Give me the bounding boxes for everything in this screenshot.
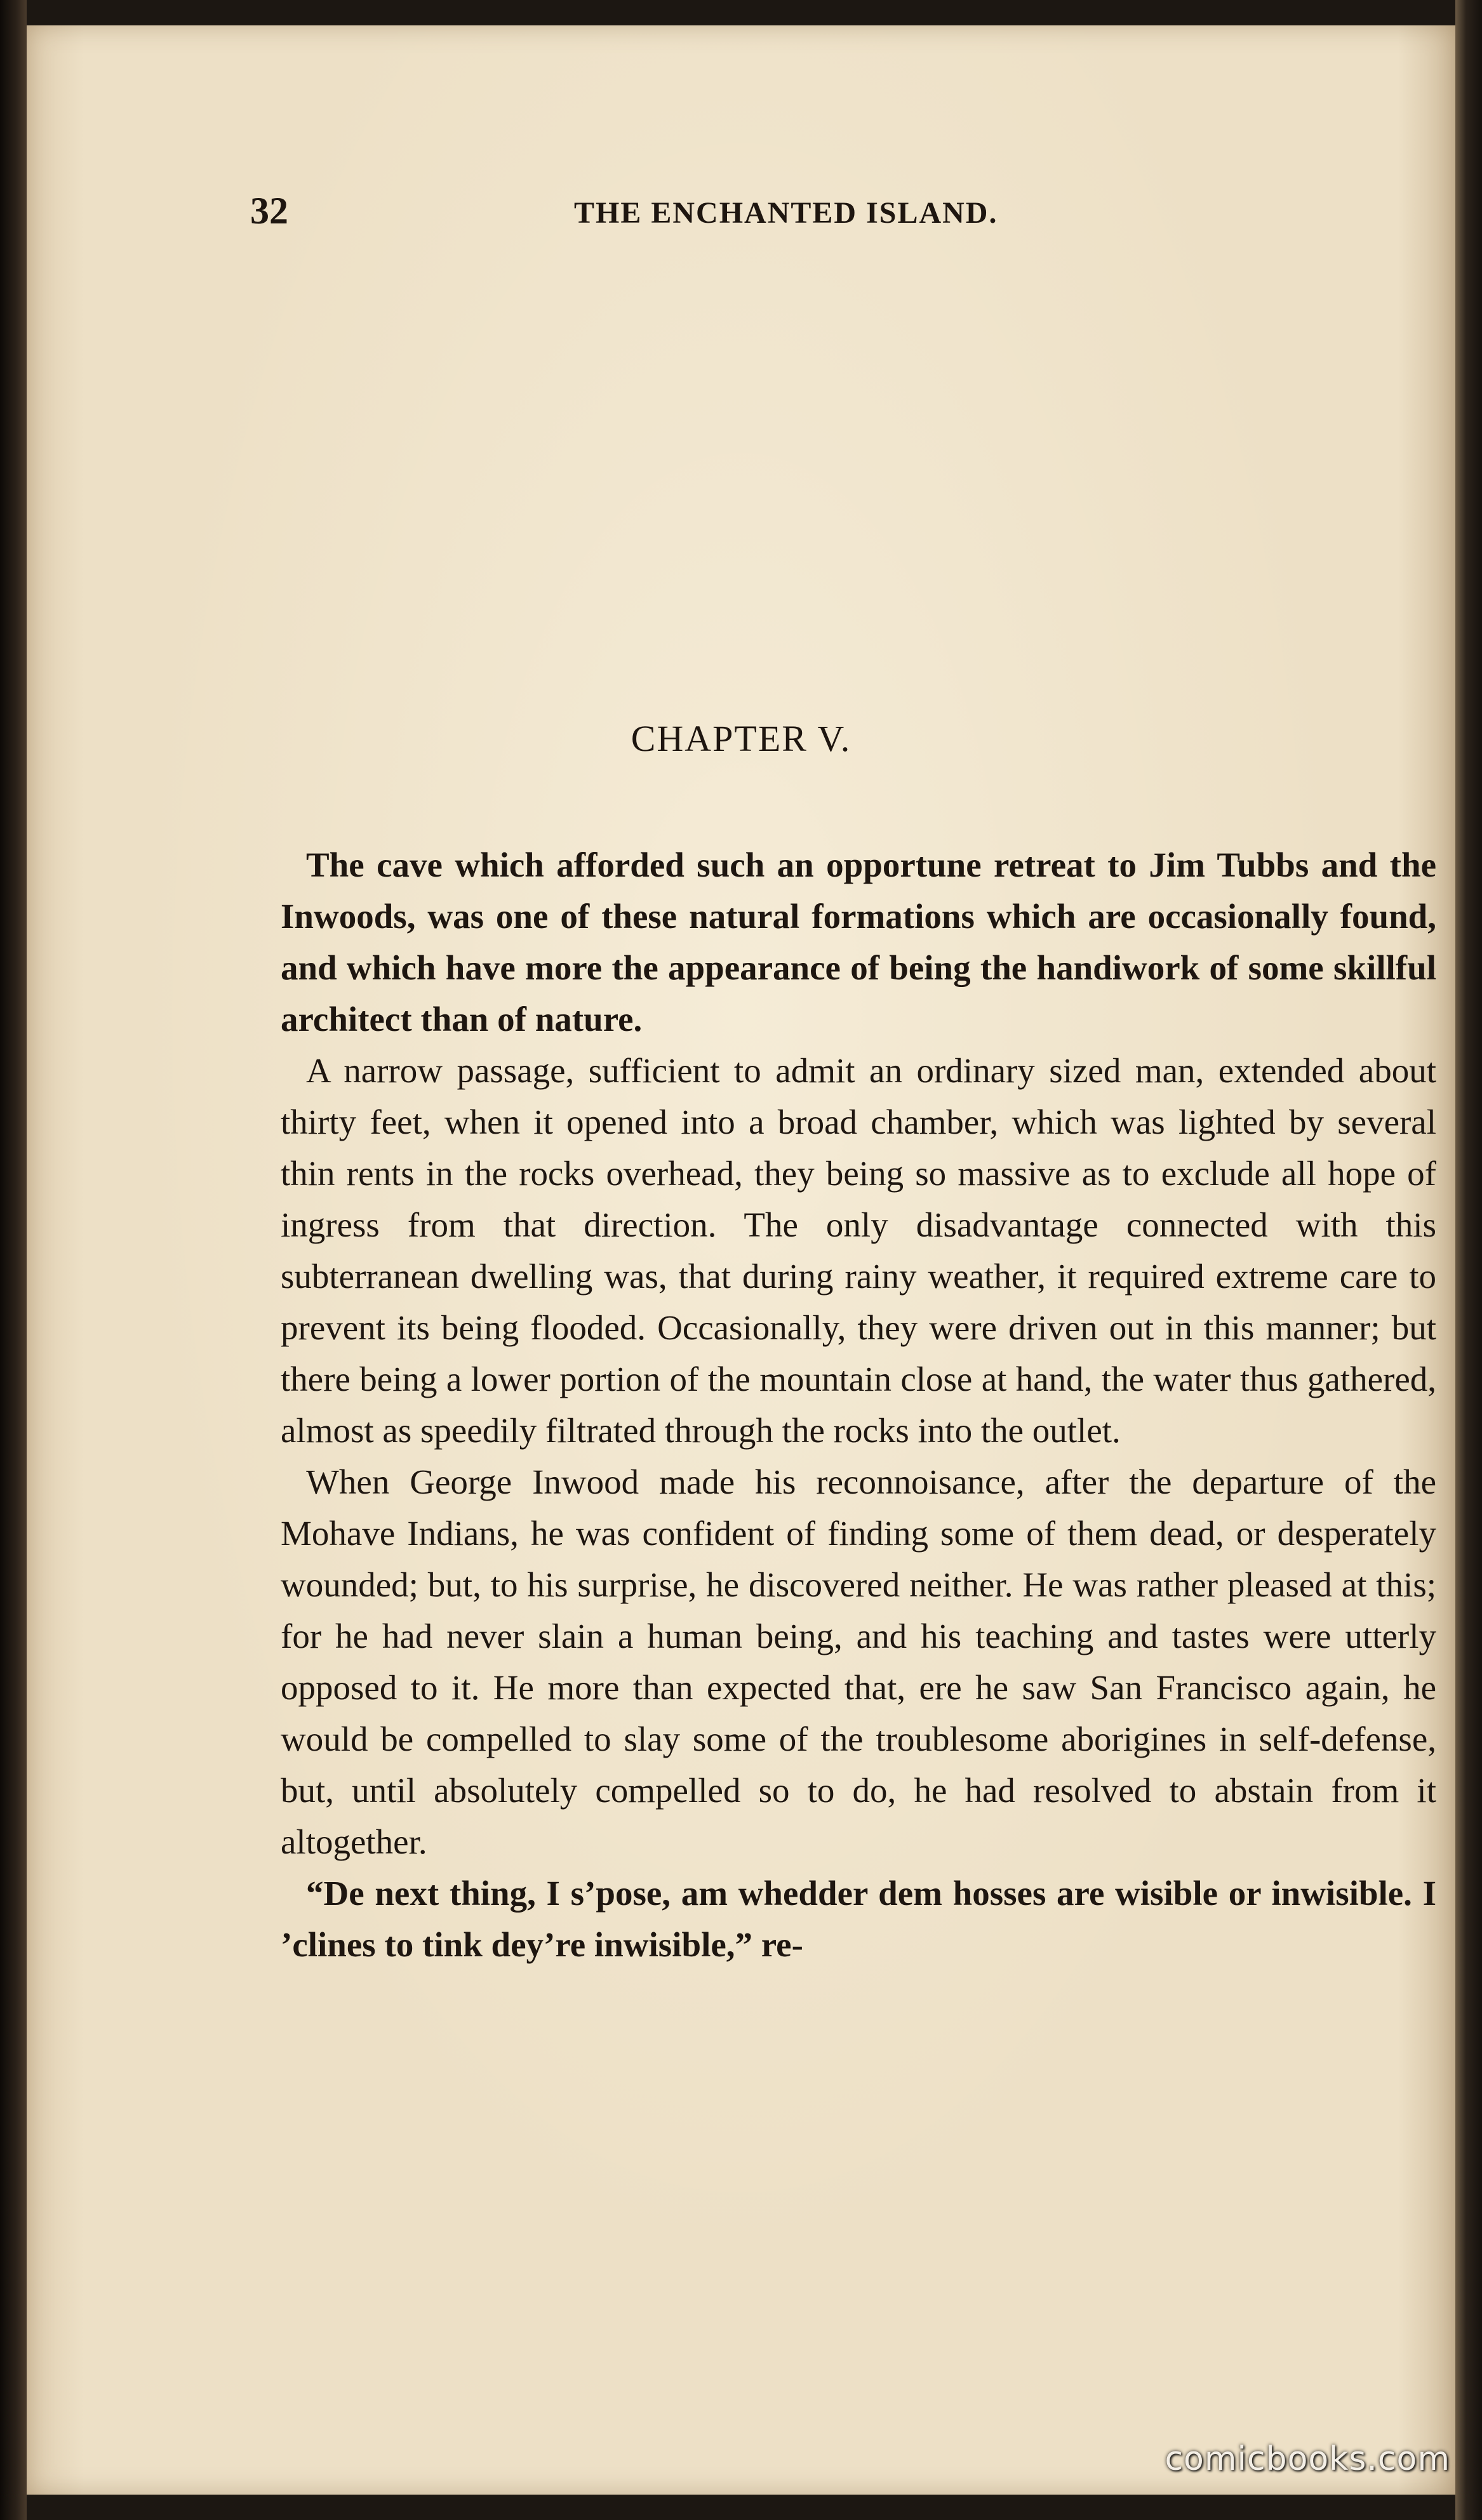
chapter-title: CHAPTER V. [631, 718, 851, 759]
paragraph-1: The cave which afforded such an opportune retreat to Jim Tubbs and the Inwoods, was one of these natural formations which are occasionally found, and which have more the appearance of being the handiwork of some skillful architect than of nature. [281, 846, 1436, 1038]
page-number: 32 [250, 190, 288, 232]
paragraph-2: A narrow passage, sufficient to admit an ordinary sized man, extended about thirty feet, when it opened into a broad chamber, which was lighted by several thin rents in the rocks overhead, they being so massive as to exclude all hope of ingress from that direction. The only disadvantage connected with this subterranean dwelling was, that during rainy weather, it required extreme care to prevent its being flooded. Occasionally, they were driven out in this manner; but there being a lower portion of the mountain close at hand, the water thus gathered, almost as speedily filtrated through the rocks into the outlet. [281, 1051, 1436, 1450]
body-text [281, 839, 1436, 1970]
book-spine-edge [0, 0, 27, 2520]
book-page [27, 25, 1455, 2495]
paragraph-3: When George Inwood made his reconnoisance, after the departure of the Mohave Indians, he was confident of finding some of them dead, or desperately wounded; but, to his surprise, he discovered neither. He was rather pleased at this; for he had never slain a human being, and his teaching and tastes were utterly opposed to it. He more than expected that, ere he saw San Francisco again, he would be compelled to slay some of the troublesome aborigines in self-defense, but, until absolutely compelled so to do, he had resolved to abstain from it altogether. [281, 1462, 1436, 1861]
page-header [225, 189, 1431, 240]
running-title: THE ENCHANTED ISLAND. [574, 196, 998, 230]
watermark-text: comicbooks.com [1165, 2440, 1450, 2478]
paragraph-4: “De next thing, I s’pose, am whedder dem hosses are wisible or inwisible. I ’clines to tink dey’re inwisible,” re- [281, 1874, 1436, 1964]
page-right-edge [1455, 0, 1482, 2520]
